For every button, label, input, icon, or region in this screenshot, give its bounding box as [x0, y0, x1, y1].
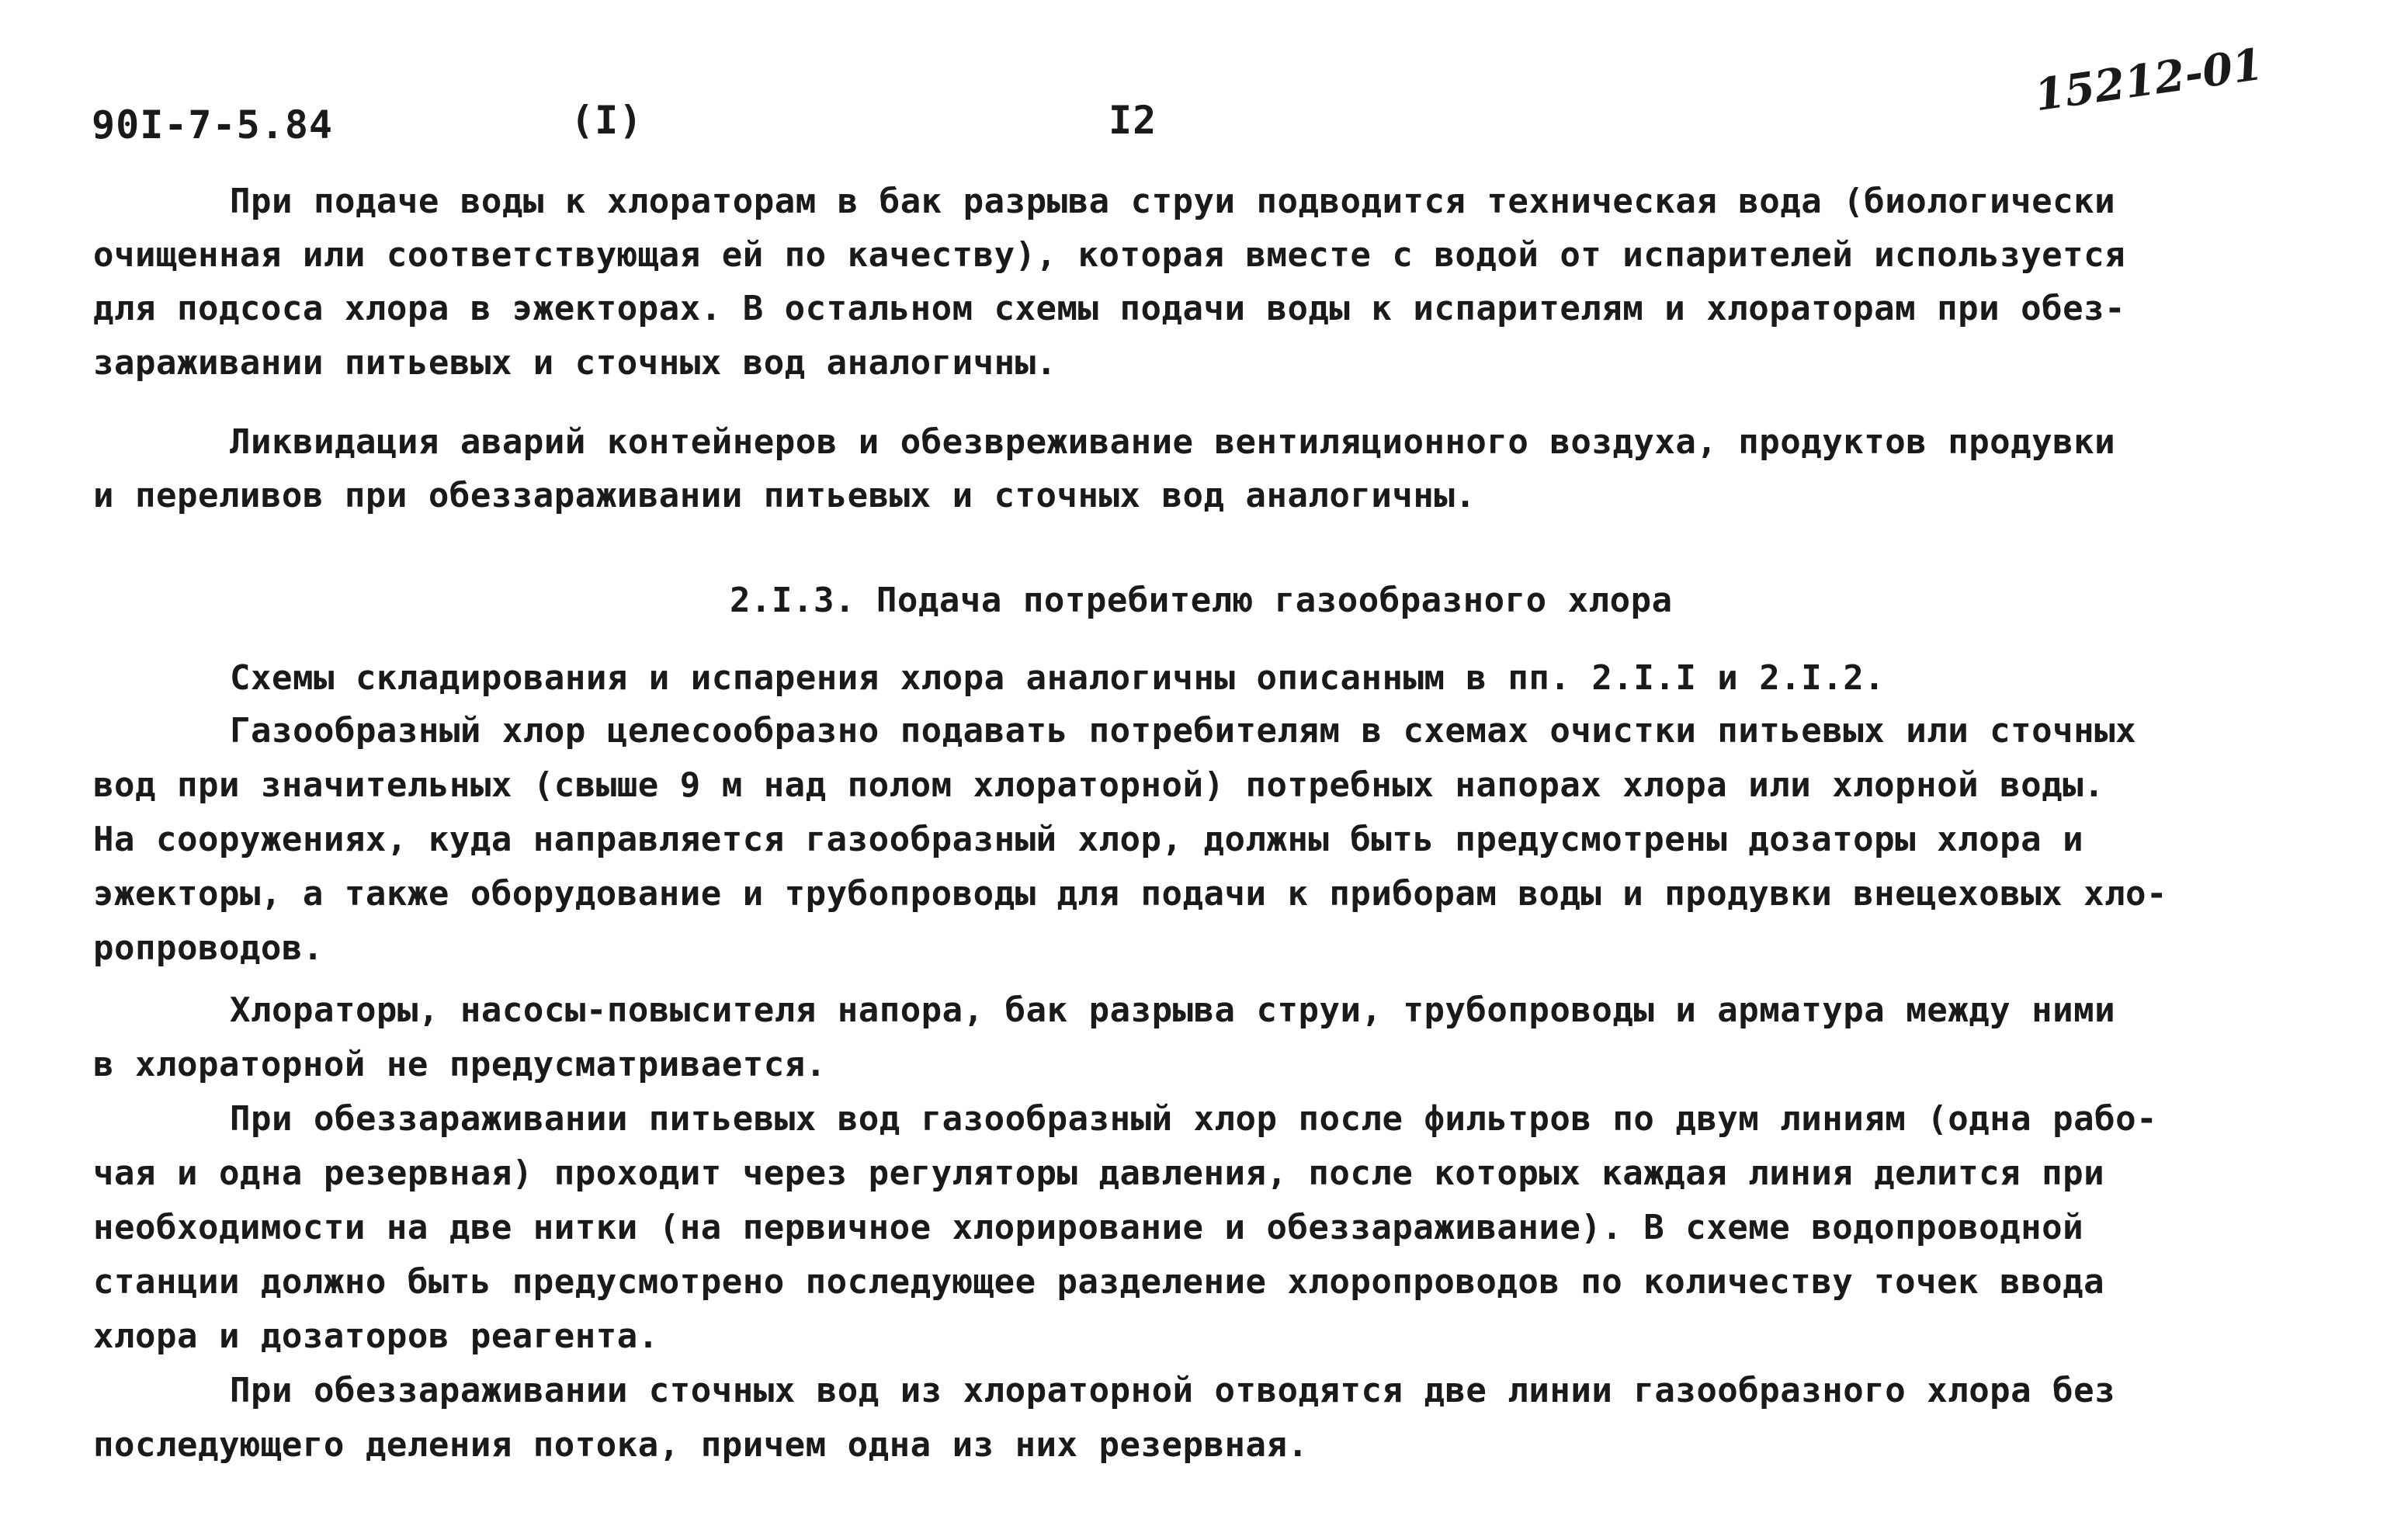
- text-line: для подсоса хлора в эжекторах. В остальном схемы подачи воды к испарителям и хлораторам при обез-: [93, 289, 2126, 328]
- text-line: ропроводов.: [93, 928, 324, 968]
- text-line: Ликвидация аварий контейнеров и обезвреживание вентиляционного воздуха, продуктов продувки: [230, 422, 2116, 462]
- text-line: На сооружениях, куда направляется газообразный хлор, должны быть предусмотрены дозаторы хлора и: [93, 820, 2084, 859]
- text-line: вод при значительных (свыше 9 м над полом хлораторной) потребных напорах хлора или хлорной воды.: [93, 765, 2105, 805]
- handwritten-number: 15212-01: [2031, 38, 2267, 122]
- text-line: Газообразный хлор целесообразно подавать потребителям в схемах очистки питьевых или сточных: [230, 711, 2137, 751]
- page-number: I2: [1109, 98, 1157, 143]
- text-line: Хлораторы, насосы-повысителя напора, бак разрыва струи, трубопроводы и арматура между ними: [230, 990, 2116, 1030]
- text-line: Схемы складирования и испарения хлора аналогичны описанным в пп. 2.I.I и 2.I.2.: [230, 658, 1886, 698]
- text-line: и переливов при обеззараживании питьевых и сточных вод аналогичны.: [93, 476, 1476, 515]
- text-line: хлора и дозаторов реагента.: [93, 1316, 659, 1356]
- text-line: очищенная или соответствующая ей по качеству), которая вместе с водой от испарителей используется: [93, 235, 2126, 275]
- document-code: 90I-7-5.84: [92, 102, 334, 147]
- text-line: При обеззараживании сточных вод из хлораторной отводятся две линии газообразного хлора без: [230, 1371, 2116, 1410]
- text-line: станции должно быть предусмотрено последующее разделение хлоропроводов по количеству точек ввода: [93, 1262, 2105, 1302]
- section-heading: 2.I.3. Подача потребителю газообразного хлора: [730, 581, 1673, 620]
- text-line: эжекторы, а также оборудование и трубопроводы для подачи к приборам воды и продувки внецеховых хло-: [93, 874, 2168, 914]
- document-part: (I): [571, 98, 644, 143]
- text-line: При подаче воды к хлораторам в бак разрыва струи подводится техническая вода (биологически: [230, 182, 2116, 221]
- text-line: зараживании питьевых и сточных вод аналогичны.: [93, 343, 1057, 383]
- text-line: в хлораторной не предусматривается.: [93, 1045, 827, 1084]
- text-line: последующего деления потока, причем одна из них резервная.: [93, 1425, 1309, 1465]
- text-line: При обеззараживании питьевых вод газообразный хлор после фильтров по двум линиям (одна рабо-: [230, 1099, 2158, 1139]
- text-line: чая и одна резервная) проходит через регуляторы давления, после которых каждая линия делится при: [93, 1153, 2105, 1193]
- text-line: необходимости на две нитки (на первичное хлорирование и обеззараживание). В схеме водопроводной: [93, 1208, 2084, 1247]
